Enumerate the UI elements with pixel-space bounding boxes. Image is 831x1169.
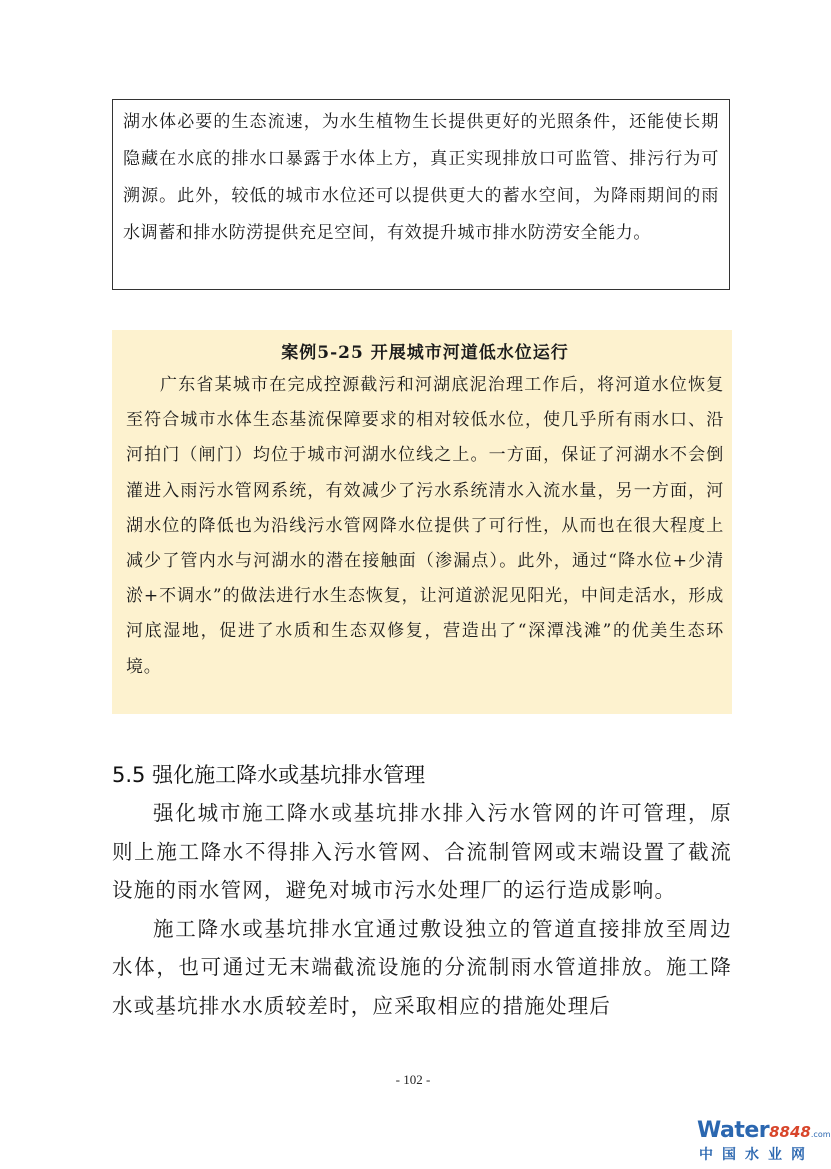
section-body: [112, 794, 732, 1025]
section-paragraph-2: 施工降水或基坑排水宜通过敷设独立的管道直接排放至周边水体，也可通过无末端截流设施的分流制雨水管道排放。施工降水或基坑排水水质较差时，应采取相应的措施处理后: [112, 916, 732, 1018]
watermark-logo-main: Water: [697, 1118, 770, 1143]
section-paragraph-1: 强化城市施工降水或基坑排水排入污水管网的许可管理，原则上施工降水不得排入污水管网、合流制管网或末端设置了截流设施的雨水管网，避免对城市污水处理厂的运行造成影响。: [112, 801, 732, 902]
case-study-title: 案例5-25 开展城市河道低水位运行: [281, 343, 569, 363]
case-study-box: [112, 330, 732, 714]
watermark-logo-number: 8848: [769, 1123, 811, 1141]
page-number: - 102 -: [395, 1072, 431, 1087]
section-heading: 5.5 强化施工降水或基坑排水管理: [112, 763, 426, 787]
watermark-logo: [697, 1118, 831, 1164]
case-study-paragraph: 广东省某城市在完成控源截污和河湖底泥治理工作后，将河道水位恢复至符合城市水体生态基流保障要求的相对较低水位，使几乎所有雨水口、沿河拍门（闸门）均位于城市河湖水位线之上。一方面，保证了河湖水不会倒灌进入雨污水管网系统，有效减少了污水系统清水入流水量，另一方面，河湖水位的降低也为沿线污水管网降水位提供了可行性，从而也在很大程度上减少了管内水与河湖水的潜在接触面（渗漏点）。此外，通过“降水位+少清淤+不调水”的做法进行水生态恢复，让河道淤泥见阳光，中间走活水，形成河底湿地，促进了水质和生态双修复，营造出了“深潭浅滩”的优美生态环境。: [126, 375, 724, 677]
watermark-logo-suffix: .com: [810, 1130, 831, 1139]
boxed-excerpt: [112, 99, 730, 290]
watermark-wordmark: [697, 1118, 831, 1143]
boxed-paragraph: 湖水体必要的生态流速，为水生植物生长提供更好的光照条件，还能使长期隐藏在水底的排水口暴露于水体上方，真正实现排放口可监管、排污行为可溯源。此外，较低的城市水位还可以提供更大的蓄水空间，为降雨期间的雨水调蓄和排水防涝提供充足空间，有效提升城市排水防涝安全能力。: [123, 112, 719, 243]
watermark-chinese: 中国水业网: [699, 1147, 814, 1163]
